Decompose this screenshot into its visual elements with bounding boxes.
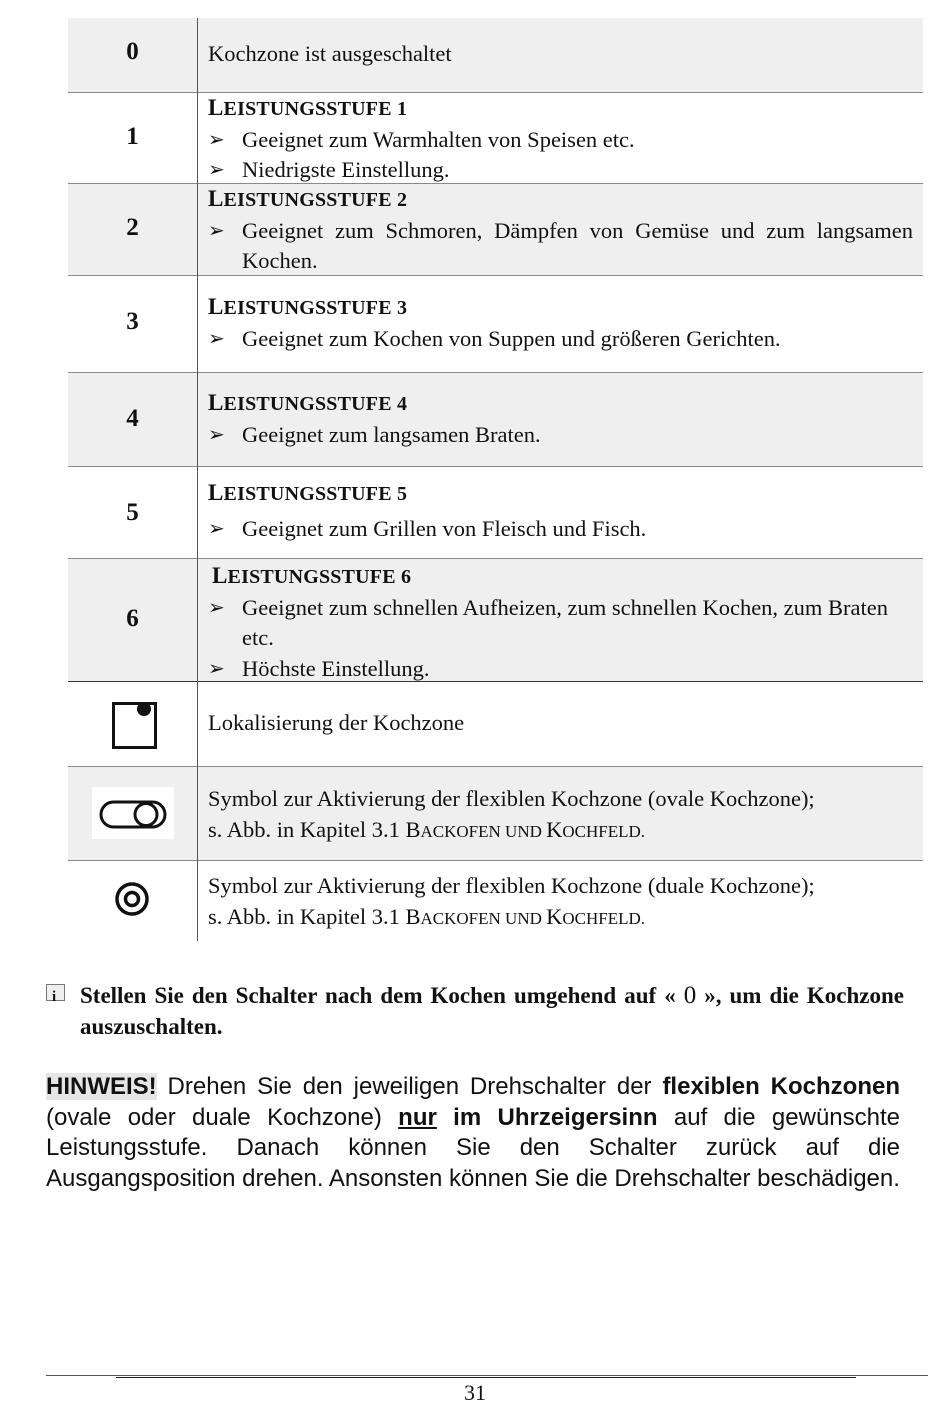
description-line: Symbol zur Aktivierung der flexiblen Kochzone (duale Kochzone); xyxy=(208,873,815,898)
row-heading: LEISTUNGSSTUFE 5 xyxy=(208,480,408,505)
bullet-item: ➢ Geeignet zum Kochen von Suppen und größeren Gerichten. xyxy=(208,324,913,355)
hint-label: HINWEIS! xyxy=(46,1073,157,1100)
info-icon xyxy=(46,984,65,1001)
row-heading: LEISTUNGSSTUFE 3 xyxy=(208,294,408,319)
oval-zone-icon xyxy=(92,787,174,839)
zone-locator-icon xyxy=(112,698,160,755)
footer-divider xyxy=(116,1377,856,1378)
power-level-number: 1 xyxy=(126,123,139,150)
page-number: 31 xyxy=(464,1380,486,1405)
row-description: Lokalisierung der Kochzone xyxy=(208,710,465,735)
power-level-number: 5 xyxy=(126,499,139,526)
description-line: Symbol zur Aktivierung der flexiblen Kochzone (ovale Kochzone); xyxy=(208,786,815,811)
row-description xyxy=(208,871,913,934)
bullet-item: ➢ Geeignet zum Schmoren, Dämpfen von Gemüse und zum langsamen Kochen. xyxy=(208,216,913,277)
info-note xyxy=(46,980,904,1042)
row-description xyxy=(208,561,913,684)
bullet-item: ➢ Geeignet zum Grillen von Fleisch und Fisch. xyxy=(208,514,913,545)
power-level-number: 3 xyxy=(126,308,139,335)
row-heading: LEISTUNGSSTUFE 6 xyxy=(212,563,412,588)
bullet-item: ➢ Geeignet zum schnellen Aufheizen, zum schnellen Kochen, zum Braten etc. xyxy=(208,593,913,654)
dual-zone-icon xyxy=(114,881,150,922)
column-divider xyxy=(197,18,198,941)
row-description: Kochzone ist ausgeschaltet xyxy=(208,41,452,66)
row-description xyxy=(208,478,913,544)
row-heading: LEISTUNGSSTUFE 2 xyxy=(208,186,408,211)
bullet-item: ➢ Geeignet zum Warmhalten von Speisen etc. xyxy=(208,125,913,156)
row-heading: LEISTUNGSSTUFE 4 xyxy=(208,390,408,415)
bullet-item: ➢ Höchste Einstellung. xyxy=(208,654,913,685)
bullet-item: ➢ Niedrigste Einstellung. xyxy=(208,155,913,186)
hint-paragraph: HINWEIS! Drehen Sie den jeweiligen Drehschalter der flexiblen Kochzonen (ovale oder duale Kochzone) nur im Uhrzeigersinn auf die gewünschte Leistungsstufe. Danach können Sie den Schalter zurück auf die Ausgangsposition drehen. Ansonsten können Sie die Drehschalter beschädigen. xyxy=(46,1073,901,1192)
description-line: s. Abb. in Kapitel 3.1 BACKOFEN UND KOCHFELD. xyxy=(208,816,646,842)
row-description xyxy=(208,292,913,354)
row-description xyxy=(208,93,913,186)
power-level-number: 2 xyxy=(126,214,139,241)
row-description xyxy=(208,784,913,847)
description-line: s. Abb. in Kapitel 3.1 BACKOFEN UND KOCHFELD. xyxy=(208,903,646,929)
power-level-number: 4 xyxy=(126,405,139,432)
row-description xyxy=(208,388,913,450)
footer-divider xyxy=(46,1375,928,1376)
row-heading: LEISTUNGSSTUFE 1 xyxy=(208,95,408,120)
power-level-number: 6 xyxy=(126,605,139,632)
bullet-item: ➢ Geeignet zum langsamen Braten. xyxy=(208,420,913,451)
power-level-number: 0 xyxy=(126,38,139,65)
note-text: Stellen Sie den Schalter nach dem Kochen umgehend auf « 0 », um die Kochzone auszuschalten. xyxy=(80,982,904,1039)
row-description xyxy=(208,184,913,277)
